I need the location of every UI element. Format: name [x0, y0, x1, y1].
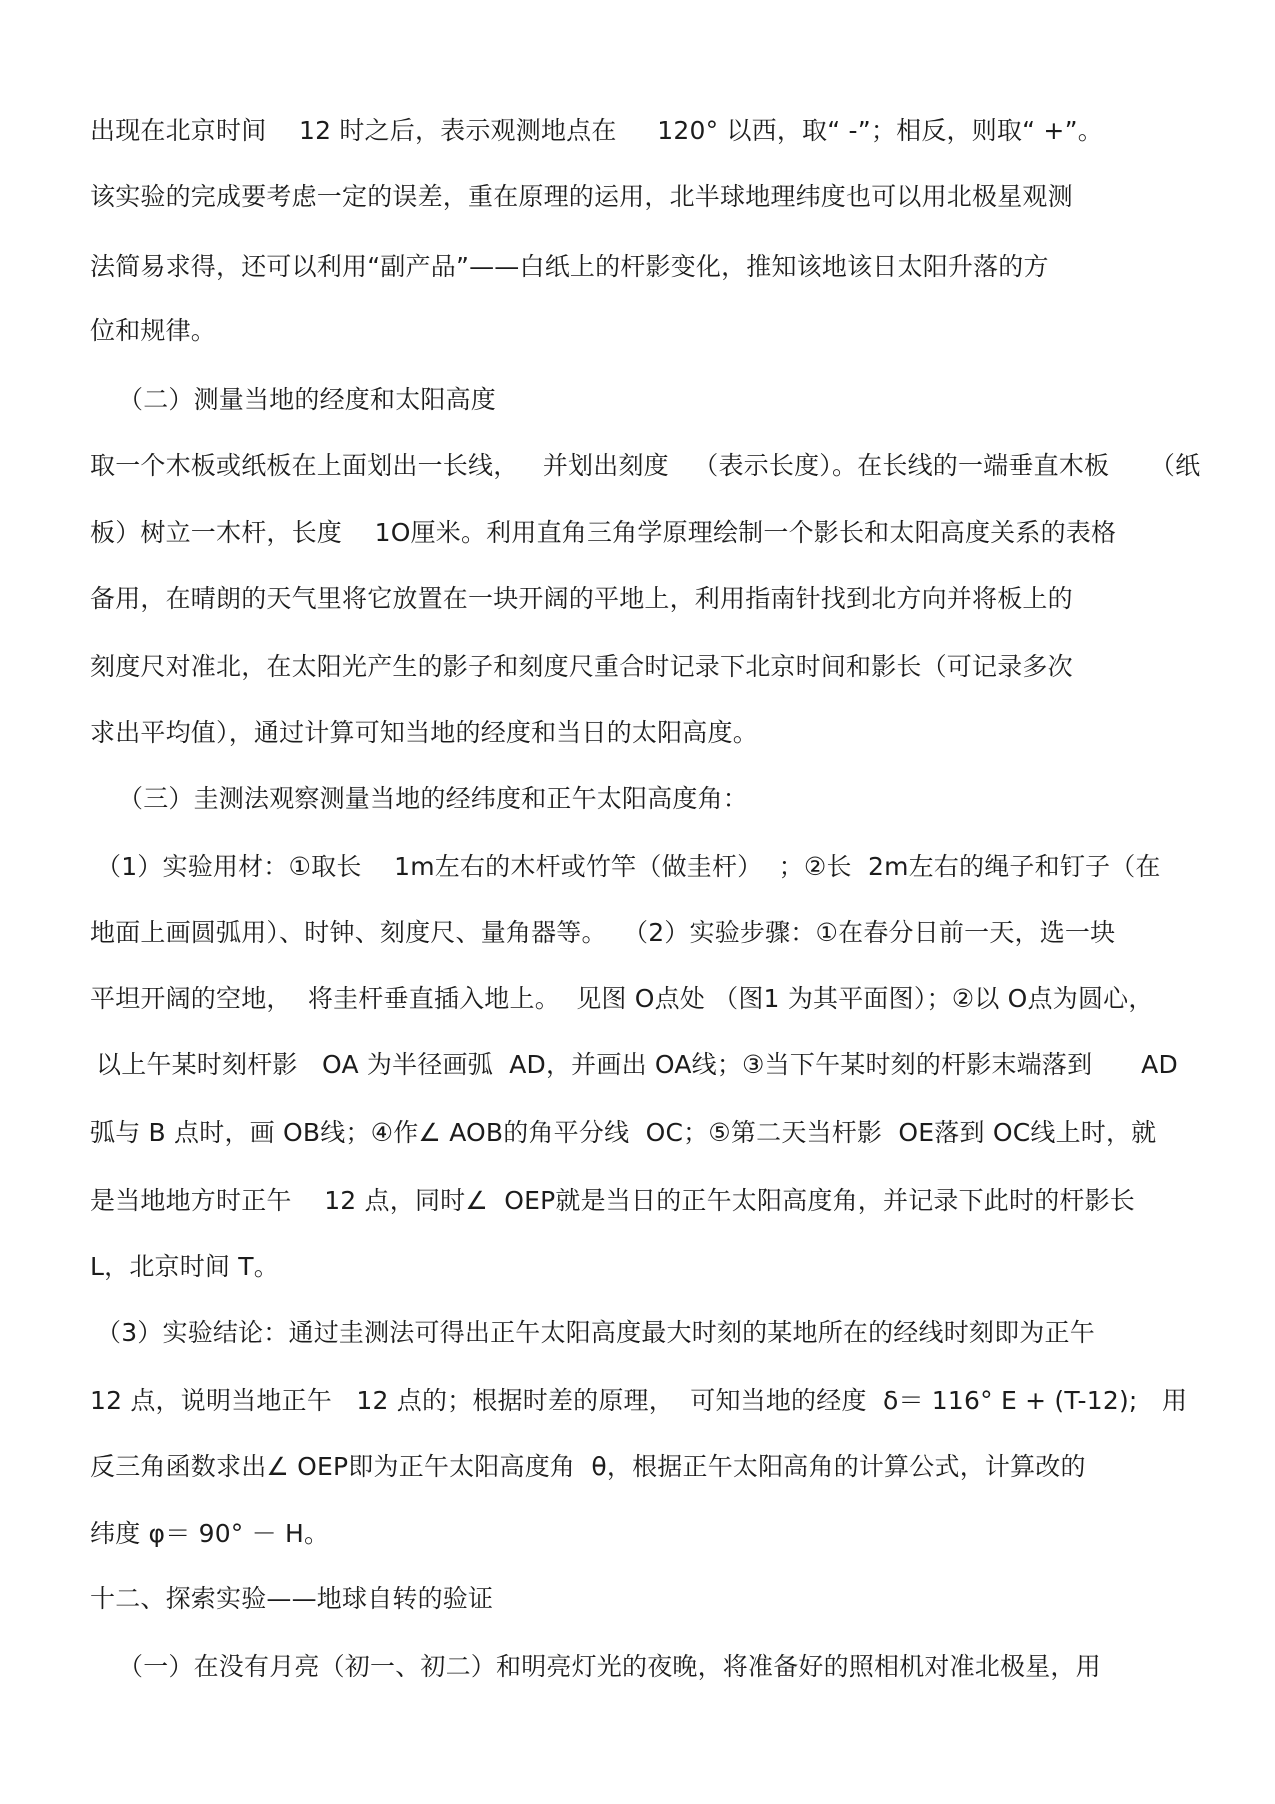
text-line: 纬度 φ＝ 90° － H。 [90, 1519, 330, 1548]
section-heading: （三）圭测法观察测量当地的经纬度和正午太阳高度角： [118, 784, 749, 813]
text-line: 地面上画圆弧用）、时钟、刻度尺、量角器等。 （2）实验步骤：①在春分日前一天，选一块 [90, 918, 1116, 947]
text-line: 12 点，说明当地正午 12 点的；根据时差的原理， 可知当地的经度 δ＝ 116° E + (T-12); 用 [90, 1386, 1188, 1415]
text-line: 位和规律。 [90, 316, 217, 345]
text-line: 平坦开阔的空地， 将圭杆垂直插入地上。 见图 O点处 （图1 为其平面图）；②以 O点为圆心， [90, 984, 1154, 1013]
section-heading: （一）在没有月亮（初一、初二）和明亮灯光的夜晚，将准备好的照相机对准北极星，用 [118, 1652, 1101, 1681]
text-line: L，北京时间 T。 [90, 1252, 279, 1281]
text-line: 是当地地方时正午 12 点，同时∠ OEP就是当日的正午太阳高度角，并记录下此时的杆影长 [90, 1186, 1136, 1215]
text-line: 法简易求得，还可以利用“副产品”——白纸上的杆影变化，推知该地该日太阳升落的方 [90, 252, 1049, 281]
text-line: 取一个木板或纸板在上面划出一长线， 并划出刻度 （表示长度）。在长线的一端垂直木板 （纸 [90, 451, 1201, 480]
text-line: 弧与 B 点时，画 OB线；④作∠ AOB的角平分线 OC；⑤第二天当杆影 OE落到 OC线上时，就 [90, 1118, 1157, 1147]
text-line: （3）实验结论：通过圭测法可得出正午太阳高度最大时刻的某地所在的经线时刻即为正午 [96, 1318, 1095, 1347]
text-line: 备用，在晴朗的天气里将它放置在一块开阔的平地上，利用指南针找到北方向并将板上的 [90, 584, 1073, 613]
text-line: 反三角函数求出∠ OEP即为正午太阳高度角 θ，根据正午太阳高角的计算公式，计算改的 [90, 1452, 1086, 1481]
text-line: 板）树立一木杆，长度 1O厘米。利用直角三角学原理绘制一个影长和太阳高度关系的表格 [90, 518, 1117, 547]
text-line: 求出平均值），通过计算可知当地的经度和当日的太阳高度。 [90, 718, 758, 747]
chapter-heading: 十二、探索实验——地球自转的验证 [90, 1584, 494, 1613]
text-line: 刻度尺对准北，在太阳光产生的影子和刻度尺重合时记录下北京时间和影长（可记录多次 [90, 652, 1073, 681]
text-line: 以上午某时刻杆影 OA 为半径画弧 AD，并画出 OA线；③当下午某时刻的杆影末端落到 AD [96, 1050, 1178, 1079]
text-line: （1）实验用材：①取长 1m左右的木杆或竹竿（做圭杆） ；②长 2m左右的绳子和钉子（在 [96, 852, 1161, 881]
text-line: 该实验的完成要考虑一定的误差，重在原理的运用，北半球地理纬度也可以用北极星观测 [90, 182, 1073, 211]
section-heading: （二）测量当地的经度和太阳高度 [118, 385, 497, 414]
text-line: 出现在北京时间 12 时之后，表示观测地点在 120° 以西，取“ -”；相反，则取“ +”。 [90, 116, 1103, 145]
